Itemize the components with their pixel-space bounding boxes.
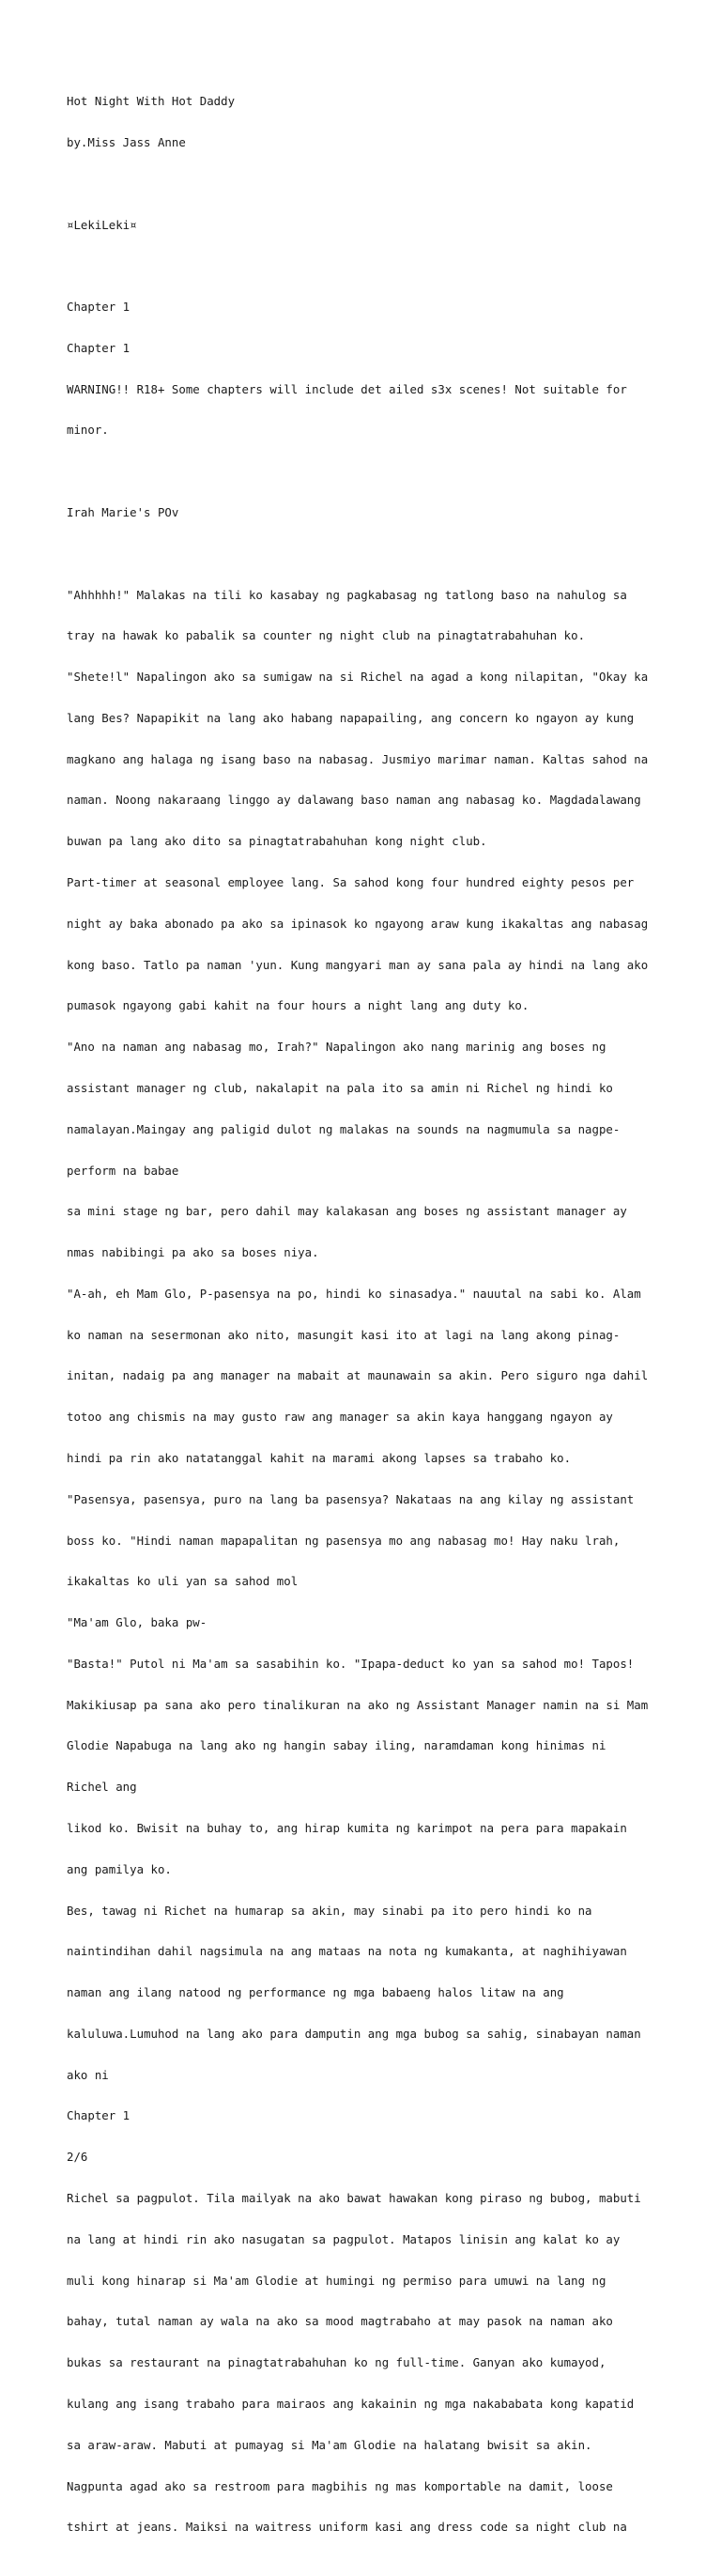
pov-heading: Irah Marie's POv [67,505,179,519]
body-line: kong baso. Tatlo pa naman 'yun. Kung mangyari man ay sana pala ay hindi na lang ako [67,957,649,972]
body-line: naman ang ilang natood ng performance ng mga babaeng halos litaw na ang [67,1985,564,2000]
body-line: "Ahhhhh!" Malakas na tili ko kasabay ng pagkabasag ng tatlong baso na nahulog sa [67,587,627,602]
body-line: nmas nabibingi pa ako sa boses niya. [67,1245,319,1260]
body-line: tray na hawak ko pabalik sa counter ng night club na pinagtatrabahuhan ko. [67,628,586,643]
body-line: Glodie Napabuga na lang ako ng hangin sabay iling, naramdaman kong hinimas ni [67,1738,606,1753]
body-line: pumasok ngayong gabi kahit na four hours a night lang ang duty ko. [67,998,529,1013]
body-line: magkano ang halaga ng isang baso na nabasag. Jusmiyo marimar naman. Kaltas sahod na [67,751,649,766]
body-line: Part-timer at seasonal employee lang. Sa sahod kong four hundred eighty pesos per [67,875,635,890]
warning-line: minor. [67,423,109,438]
body-line: sa mini stage ng bar, pero dahil may kalakasan ang boses ng assistant manager ay [67,1204,627,1219]
page-chapter-label: Chapter 1 [67,2108,130,2123]
document-author: by.Miss Jass Anne [67,134,186,149]
page-number: 2/6 [67,2150,88,2165]
body-line: buwan pa lang ako dito sa pinagtatrabahuhan kong night club. [67,834,487,849]
body-line: sa araw-araw. Mabuti at pumayag si Ma'am Glodie na halatang bwisit sa akin. [67,2437,592,2452]
body-line: Makikiusap pa sana ako pero tinalikuran na ako ng Assistant Manager namin na si Mam [67,1697,649,1712]
body-line: ako ni [67,2067,109,2082]
chapter-heading: Chapter 1 [67,340,130,355]
document-page [67,68,667,2576]
body-line: "Shete!l" Napalingon ako sa sumigaw na si Richel na agad a kong nilapitan, "Okay ka [67,670,649,685]
spacer [67,465,667,479]
chapter-heading: Chapter 1 [67,300,130,315]
body-line: perform na babae [67,1163,179,1178]
body-line: kulang ang isang trabaho para mairaos ang kakainin ng mga nakababata kong kapatid [67,2396,635,2411]
story-body [67,561,667,2562]
body-line: Bes, tawag ni Richet na humarap sa akin, may sinabi pa ito pero hindi ko na [67,1903,592,1918]
body-line: "Pasensya, pasensya, puro na lang ba pasensya? Nakataas na ang kilay ng assistant [67,1491,635,1506]
body-line: ang pamilya ko. [67,1861,172,1876]
author-ornament: ¤LekiLeki¤ [67,217,137,232]
body-line: initan, nadaig pa ang manager na mabait at maunawain sa akin. Pero siguro nga dahil [67,1368,649,1383]
body-line: likod ko. Bwisit na buhay to, ang hirap kumita ng karimpot na pera para mapakain [67,1821,627,1835]
body-line: tshirt at jeans. Maiksi na waitress uniform kasi ang dress code sa night club na [67,2520,627,2535]
body-line: Richel sa pagpulot. Tila mailyak na ako bawat hawakan kong piraso ng bubog, mabuti [67,2191,641,2206]
document-title: Hot Night With Hot Daddy [67,94,236,109]
spacer [67,177,667,192]
body-line: naman. Noong nakaraang linggo ay dalawang baso naman ang nabasag ko. Magdadalawang [67,793,641,808]
body-line: assistant manager ng club, nakalapit na pala ito sa amin ni Richel ng hindi ko [67,1080,613,1095]
body-line: kaluluwa.Lumuhod na lang ako para damputin ang mga bubog sa sahig, sinabayan naman [67,2026,641,2041]
body-line: naintindihan dahil nagsimula na ang mataas na nota ng kumakanta, at naghihiyawan [67,1944,627,1959]
body-line: ko naman na sesermonan ako nito, masungit kasi ito at lagi na lang akong pinag- [67,1327,621,1342]
body-line: boss ko. "Hindi naman mapapalitan ng pasensya mo ang nabasag mo! Hay naku lrah, [67,1533,621,1548]
warning-line: WARNING!! R18+ Some chapters will include det ailed s3x scenes! Not suitable for [67,381,627,396]
body-line: "Basta!" Putol ni Ma'am sa sasabihin ko. "Ipapa-deduct ko yan sa sahod mo! Tapos! [67,1656,635,1671]
body-line: namalayan.Maingay ang paligid dulot ng malakas na sounds na nagmumula sa nagpe- [67,1121,621,1136]
body-line: ikakaltas ko uli yan sa sahod mol [67,1574,299,1589]
body-line: "A-ah, eh Mam Glo, P-pasensya na po, hindi ko sinasadya." nauutal na sabi ko. Alam [67,1286,641,1301]
body-line: Nagpunta agad ako sa restroom para magbihis ng mas komportable na damit, loose [67,2478,613,2493]
spacer [67,259,667,273]
body-line: night ay baka abonado pa ako sa ipinasok ko ngayong araw kung ikakaltas ang nabasag [67,916,649,931]
body-line: muli kong hinarap si Ma'am Glodie at humingi ng permiso para umuwi na lang ng [67,2273,606,2288]
body-line: "Ano na naman ang nabasag mo, Irah?" Napalingon ako nang marinig ang boses ng [67,1040,606,1055]
body-line: lang Bes? Napapikit na lang ako habang napapailing, ang concern ko ngayon ay kung [67,710,635,725]
body-line: Richel ang [67,1780,137,1795]
body-line: "Ma'am Glo, baka pw- [67,1615,207,1630]
body-line: bahay, tutal naman ay wala na ako sa mood magtrabaho at may pasok na naman ako [67,2314,613,2329]
body-line: bukas sa restaurant na pinagtatrabahuhan ko ng full-time. Ganyan ako kumayod, [67,2355,606,2370]
body-line: totoo ang chismis na may gusto raw ang manager sa akin kaya hanggang ngayon ay [67,1410,613,1425]
body-line: na lang at hindi rin ako nasugatan sa pagpulot. Matapos linisin ang kalat ko ay [67,2231,621,2246]
body-line: hindi pa rin ako natatanggal kahit na marami akong lapses sa trabaho ko. [67,1450,572,1465]
